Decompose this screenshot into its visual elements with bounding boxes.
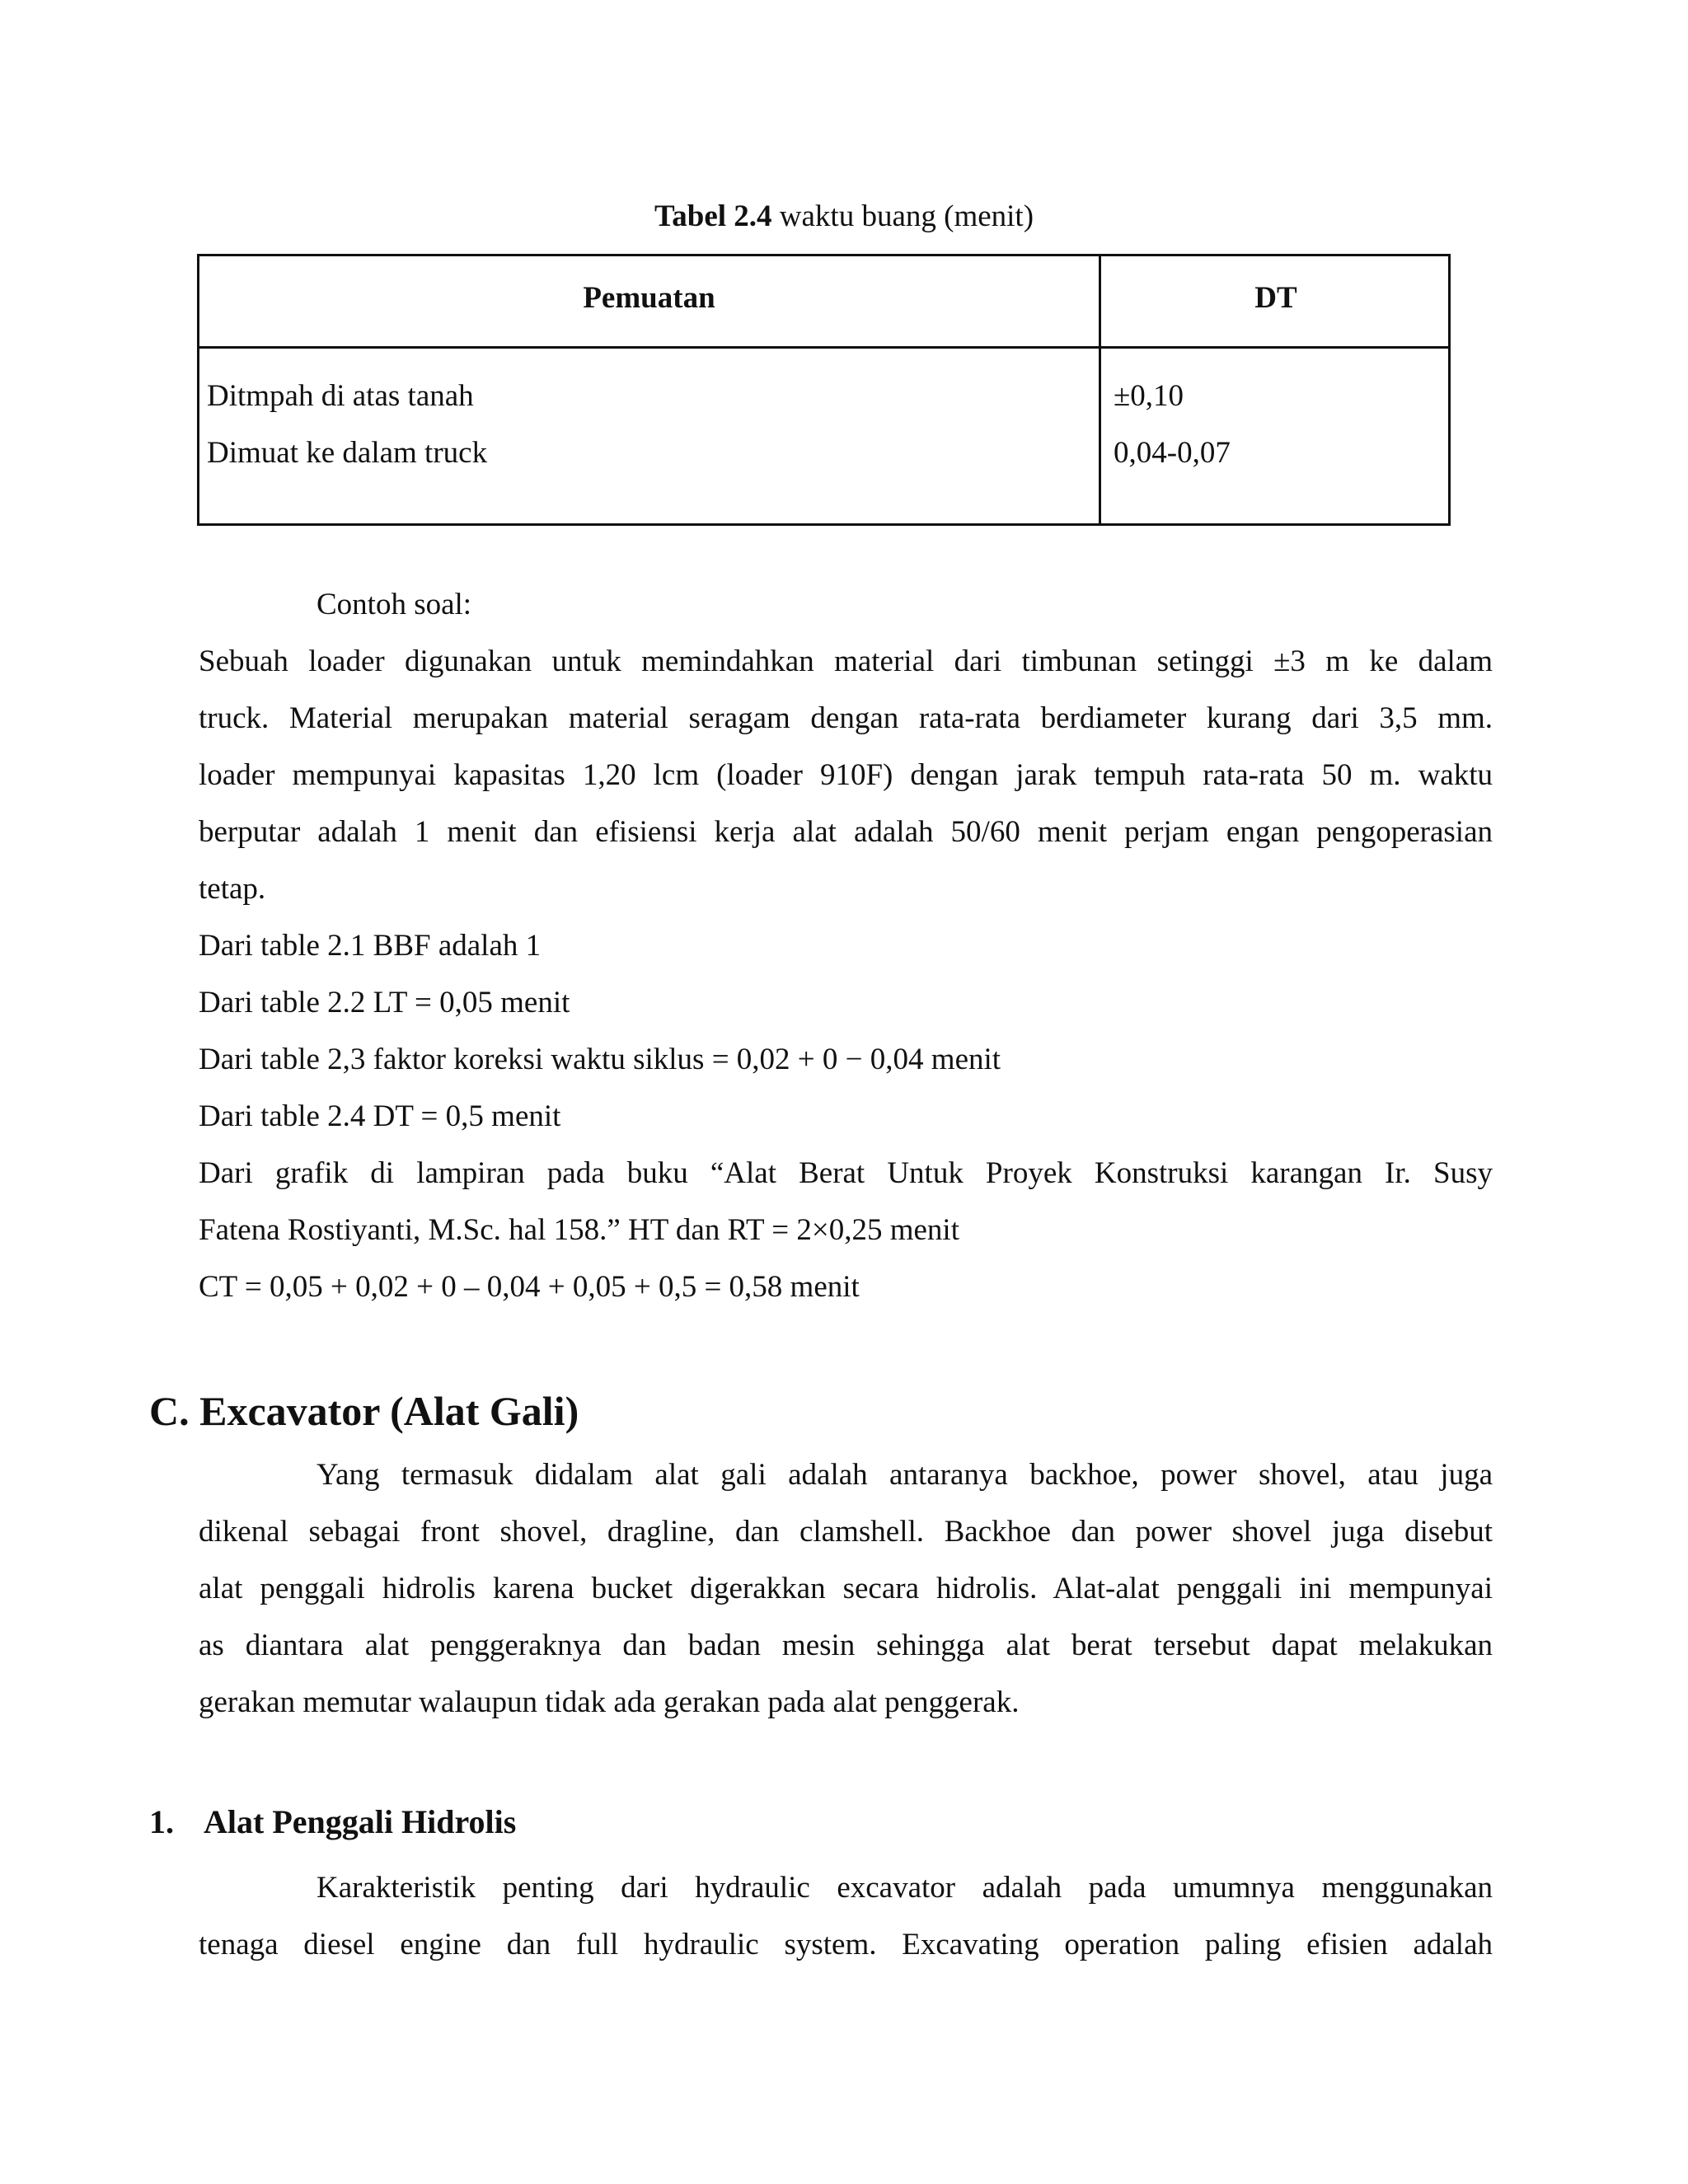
- section-c-paragraph-line: Yang termasuk didalam alat gali adalah antaranya backhoe, power shovel, atau juga: [316, 1458, 1493, 1492]
- section-1-title: Alat Penggali Hidrolis: [204, 1803, 517, 1840]
- example-step: Dari table 2.4 DT = 0,5 menit: [199, 1099, 561, 1133]
- section-c-heading: C. Excavator (Alat Gali): [149, 1388, 579, 1434]
- section-c-paragraph-line: dikenal sebagai front shovel, dragline, dan clamshell. Backhoe dan power shovel juga disebut: [199, 1515, 1493, 1549]
- table-cell-row1-pemuatan: Ditmpah di atas tanah: [207, 379, 474, 413]
- section-1-heading: [149, 1800, 516, 1844]
- section-c-paragraph-line: as diantara alat penggeraknya dan badan mesin sehingga alat berat tersebut dapat melakukan: [199, 1629, 1493, 1662]
- table-cell-row2-pemuatan: Dimuat ke dalam truck: [207, 436, 488, 470]
- table-header-dt: DT: [1254, 281, 1297, 315]
- example-result: CT = 0,05 + 0,02 + 0 – 0,04 + 0,05 + 0,5 = 0,58 menit: [199, 1270, 860, 1304]
- table-caption: [0, 196, 1688, 237]
- table-header-divider: [199, 346, 1448, 349]
- example-paragraph-line: truck. Material merupakan material seragam dengan rata-rata berdiameter kurang dari 3,5 mm.: [199, 701, 1493, 735]
- example-paragraph-line: Sebuah loader digunakan untuk memindahkan material dari timbunan setinggi ±3 m ke dalam: [199, 644, 1493, 678]
- table-caption-label: Tabel 2.4: [654, 199, 772, 233]
- table-cell-row2-dt: 0,04-0,07: [1114, 436, 1231, 470]
- section-1-paragraph-line: Karakteristik penting dari hydraulic excavator adalah pada umumnya menggunakan: [316, 1871, 1493, 1905]
- table-cell-row1-dt: ±0,10: [1114, 379, 1184, 413]
- section-1-number: 1.: [149, 1803, 174, 1840]
- example-heading: Contoh soal:: [316, 588, 472, 621]
- example-step: Dari table 2,3 faktor koreksi waktu siklus = 0,02 + 0 − 0,04 menit: [199, 1043, 1001, 1076]
- example-step: Dari table 2.2 LT = 0,05 menit: [199, 986, 570, 1019]
- example-reference-line: Dari grafik di lampiran pada buku “Alat Berat Untuk Proyek Konstruksi karangan Ir. Susy: [199, 1156, 1493, 1190]
- table-caption-text: waktu buang (menit): [771, 199, 1034, 233]
- section-c-paragraph-last-line: gerakan memutar walaupun tidak ada gerakan pada alat penggerak.: [199, 1685, 1020, 1719]
- example-paragraph-line: loader mempunyai kapasitas 1,20 lcm (loader 910F) dengan jarak tempuh rata-rata 50 m. waktu: [199, 758, 1493, 792]
- example-step: Dari table 2.1 BBF adalah 1: [199, 929, 542, 963]
- example-paragraph-line: berputar adalah 1 menit dan efisiensi kerja alat adalah 50/60 menit perjam engan pengoperasian: [199, 815, 1493, 849]
- table-header-pemuatan: Pemuatan: [583, 281, 715, 315]
- example-reference-line-2: Fatena Rostiyanti, M.Sc. hal 158.” HT dan RT = 2×0,25 menit: [199, 1213, 959, 1247]
- section-1-paragraph-line: tenaga diesel engine dan full hydraulic system. Excavating operation paling efisien adalah: [199, 1928, 1493, 1961]
- dump-time-table: [197, 254, 1451, 526]
- example-paragraph-last-line: tetap.: [199, 872, 266, 906]
- section-c-paragraph-line: alat penggali hidrolis karena bucket digerakkan secara hidrolis. Alat-alat penggali ini mempunyai: [199, 1572, 1493, 1605]
